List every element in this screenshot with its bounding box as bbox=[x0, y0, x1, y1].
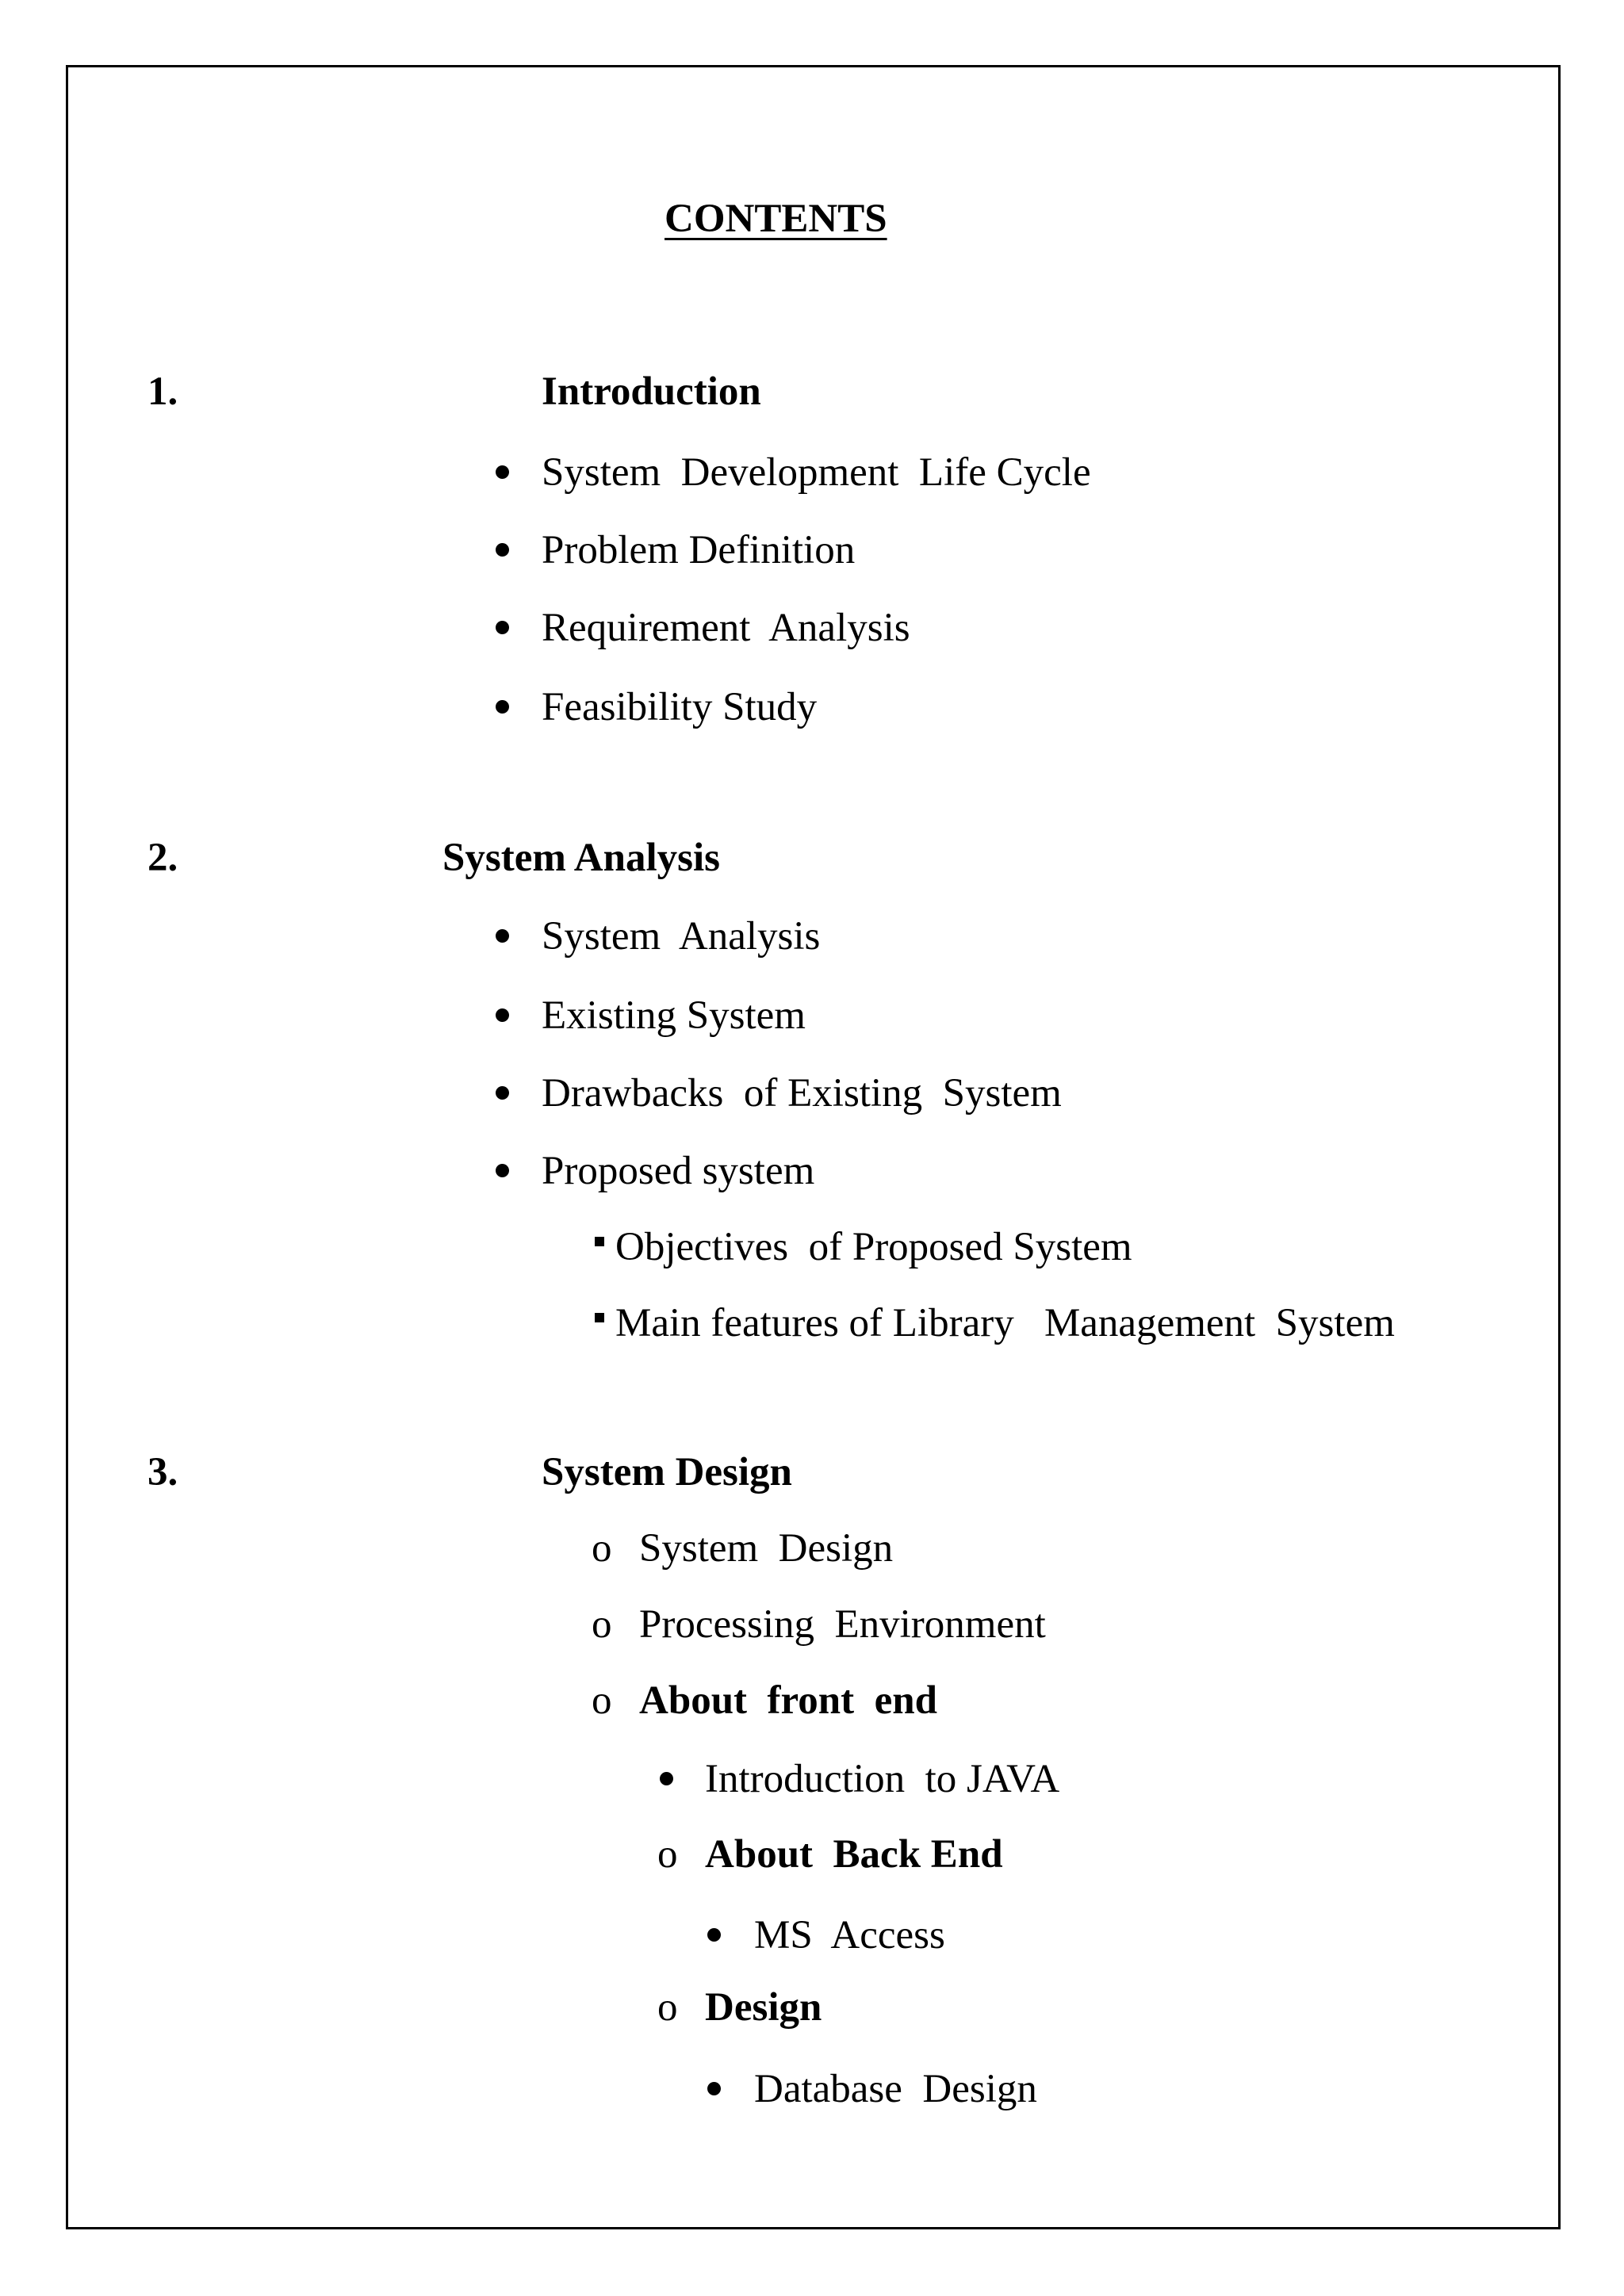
list-item: Requirement Analysis bbox=[542, 606, 910, 650]
bullet-dot-icon bbox=[496, 1008, 509, 1022]
bullet-dot-icon bbox=[707, 1928, 721, 1942]
list-item: Introduction to JAVA bbox=[705, 1757, 1060, 1801]
list-item: MS Access bbox=[754, 1913, 945, 1957]
section-3-heading: System Design bbox=[542, 1450, 792, 1494]
list-item: System Analysis bbox=[542, 914, 821, 959]
contents-title: CONTENTS bbox=[665, 197, 887, 241]
bullet-dot-icon bbox=[707, 2082, 721, 2095]
list-item: Existing System bbox=[542, 993, 806, 1038]
sub-list-item: Objectives of Proposed System bbox=[615, 1225, 1132, 1269]
list-item: Feasibility Study bbox=[542, 685, 818, 729]
bullet-dot-icon bbox=[496, 929, 509, 943]
list-item: About Back End bbox=[705, 1832, 1003, 1877]
circle-bullet-icon: o bbox=[592, 1678, 612, 1723]
list-item: About front end bbox=[639, 1678, 937, 1723]
list-item: System Development Life Cycle bbox=[542, 450, 1091, 495]
section-2-heading: System Analysis bbox=[442, 836, 720, 880]
section-3-number: 3. bbox=[147, 1450, 178, 1494]
square-bullet-icon bbox=[595, 1313, 604, 1322]
section-1-heading: Introduction bbox=[542, 369, 761, 414]
bullet-dot-icon bbox=[496, 1164, 509, 1177]
bullet-dot-icon bbox=[496, 621, 509, 634]
circle-bullet-icon: o bbox=[657, 1985, 678, 2030]
bullet-dot-icon bbox=[496, 700, 509, 714]
list-item: Design bbox=[705, 1985, 822, 2030]
circle-bullet-icon: o bbox=[592, 1602, 612, 1647]
list-item: Database Design bbox=[754, 2067, 1037, 2111]
section-1-number: 1. bbox=[147, 369, 178, 414]
square-bullet-icon bbox=[595, 1237, 604, 1246]
list-item: Problem Definition bbox=[542, 528, 856, 572]
circle-bullet-icon: o bbox=[592, 1526, 612, 1571]
sub-list-item: Main features of Library Management System bbox=[615, 1301, 1395, 1345]
list-item: Processing Environment bbox=[639, 1602, 1046, 1647]
bullet-dot-icon bbox=[660, 1772, 673, 1785]
list-item: Drawbacks of Existing System bbox=[542, 1071, 1062, 1115]
list-item: System Design bbox=[639, 1526, 894, 1571]
list-item: Proposed system bbox=[542, 1149, 815, 1193]
circle-bullet-icon: o bbox=[657, 1832, 678, 1877]
section-2-number: 2. bbox=[147, 836, 178, 880]
bullet-dot-icon bbox=[496, 1086, 509, 1100]
bullet-dot-icon bbox=[496, 543, 509, 557]
bullet-dot-icon bbox=[496, 465, 509, 479]
